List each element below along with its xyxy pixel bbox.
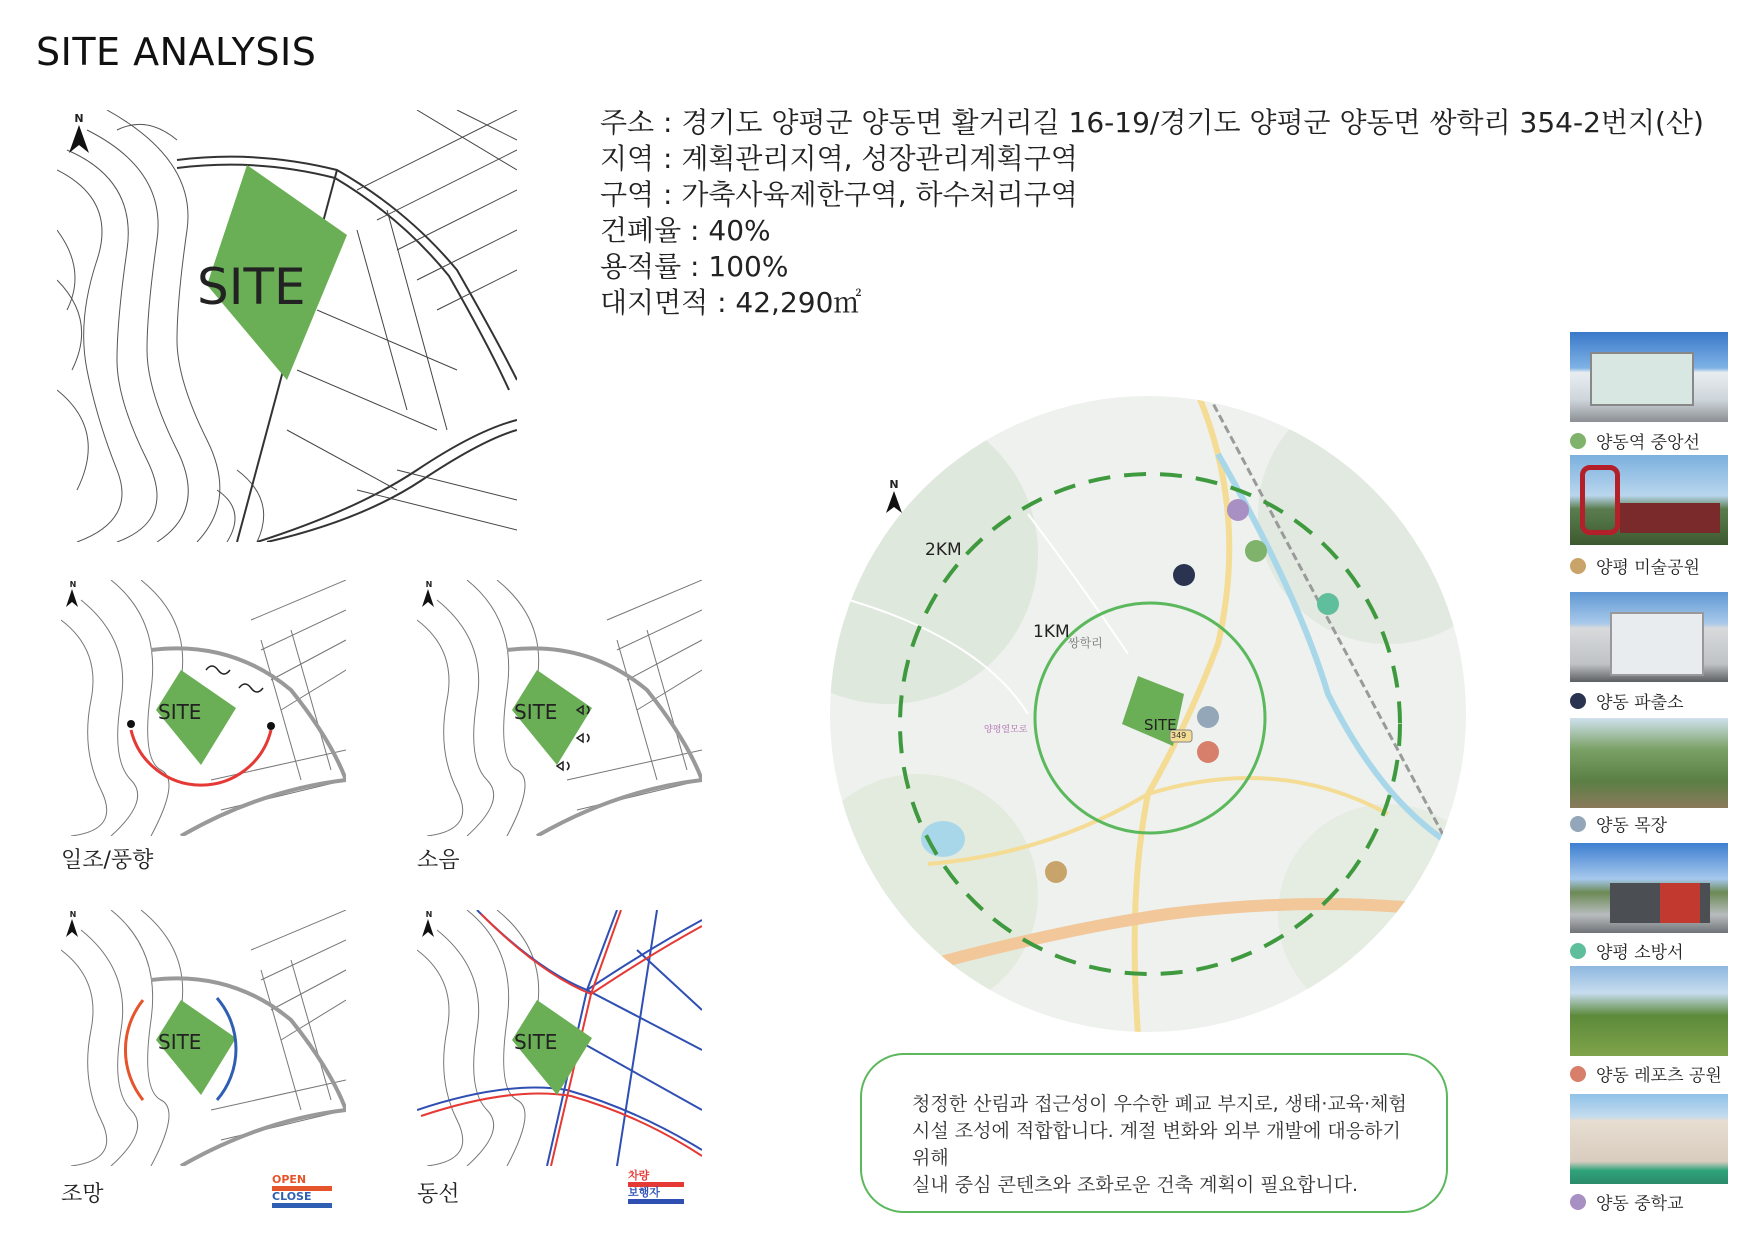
photo-middle-school: [1570, 1094, 1728, 1184]
page-title: SITE ANALYSIS: [36, 30, 317, 74]
photo-art-park: [1570, 455, 1728, 545]
site-label: SITE: [158, 1030, 202, 1054]
place-marker-leisure: [1197, 741, 1219, 763]
sun-wind-map: [61, 580, 346, 836]
info-coverage: 건폐율 : 40%: [600, 214, 771, 247]
north-arrow-icon: N: [67, 112, 91, 153]
radius-map: [828, 394, 1468, 1034]
map-caption-view: 조망: [61, 1182, 104, 1207]
place-label: 쌍학리: [1068, 636, 1103, 650]
site-label: SITE: [514, 1030, 558, 1054]
place-label-art-park: 양평 미술공원: [1570, 553, 1700, 578]
north-arrow-icon: N: [421, 580, 437, 607]
description-line: 실내 중심 콘텐츠와 조화로운 건축 계획이 필요합니다.: [912, 1174, 1359, 1196]
place-label-fire-station: 양평 소방서: [1570, 938, 1684, 963]
place-small-label: 양평열모로: [984, 725, 1028, 735]
road-number: 349: [1171, 731, 1187, 740]
north-arrow-icon: N: [65, 910, 81, 937]
site-label: SITE: [158, 700, 202, 724]
info-area: 대지면적 : 42,290㎡: [600, 286, 862, 319]
radius-site-label: SITE: [1144, 716, 1177, 734]
map-caption-noise: 소음: [417, 848, 460, 873]
place-marker-fire: [1317, 593, 1339, 615]
wind-icon: [206, 666, 263, 692]
place-marker-school: [1227, 499, 1249, 521]
main-site-label: SITE: [197, 258, 306, 316]
main-site-map: [57, 110, 517, 542]
place-marker-farm: [1197, 706, 1219, 728]
legend-vehicle: 차량: [628, 1170, 684, 1187]
view-legend: [272, 1174, 332, 1208]
legend-pedestrian: 보행자: [628, 1187, 684, 1204]
site-label: SITE: [514, 700, 558, 724]
info-region: 지역 : 계획관리지역, 성장관리계획구역: [600, 142, 1078, 175]
place-label-leisure-park: 양동 레포츠 공원: [1570, 1061, 1722, 1086]
site-info: [600, 105, 1704, 321]
map-caption-sun-wind: 일조/풍향: [61, 848, 154, 873]
legend-close: CLOSE: [272, 1191, 332, 1208]
description-line: 시설 조성에 적합합니다. 계절 변화와 외부 개발에 대응하기 위해: [912, 1120, 1401, 1169]
place-label-middle-school: 양동 중학교: [1570, 1189, 1684, 1214]
photo-leisure-park: [1570, 966, 1728, 1056]
noise-map: [417, 580, 702, 836]
photo-fire-station: [1570, 843, 1728, 933]
info-address: 주소 : 경기도 양평군 양동면 활거리길 16-19/경기도 양평군 양동면 쌍학리 354-2번지(산): [600, 106, 1704, 139]
photo-farm: [1570, 718, 1728, 808]
north-arrow-icon: N: [884, 478, 904, 517]
place-marker-station: [1245, 540, 1267, 562]
circulation-map: [417, 910, 702, 1166]
sun-icon: [127, 720, 135, 728]
view-open-arc: [125, 1000, 143, 1100]
legend-open: OPEN: [272, 1174, 332, 1191]
place-label-farm: 양동 목장: [1570, 811, 1667, 836]
north-arrow-icon: N: [421, 910, 437, 937]
description-box: [860, 1053, 1448, 1213]
info-zone: 구역 : 가축사육제한구역, 하수처리구역: [600, 178, 1078, 211]
place-marker-art-park: [1045, 861, 1067, 883]
circulation-legend: [628, 1170, 684, 1204]
place-marker-police: [1173, 564, 1195, 586]
info-far: 용적률 : 100%: [600, 250, 789, 283]
sun-icon: [267, 722, 275, 730]
ring-1km-label: 1KM: [1033, 622, 1070, 642]
view-map: [61, 910, 346, 1166]
place-label-station: 양동역 중앙선: [1570, 428, 1700, 453]
north-arrow-icon: N: [65, 580, 81, 607]
ring-2km-label: 2KM: [925, 540, 962, 560]
description-line: 청정한 산림과 접근성이 우수한 폐교 부지로, 생태·교육·체험: [912, 1093, 1407, 1115]
photo-police: [1570, 592, 1728, 682]
place-label-police: 양동 파출소: [1570, 688, 1684, 713]
photo-station: [1570, 332, 1728, 422]
map-caption-circulation: 동선: [417, 1182, 460, 1207]
